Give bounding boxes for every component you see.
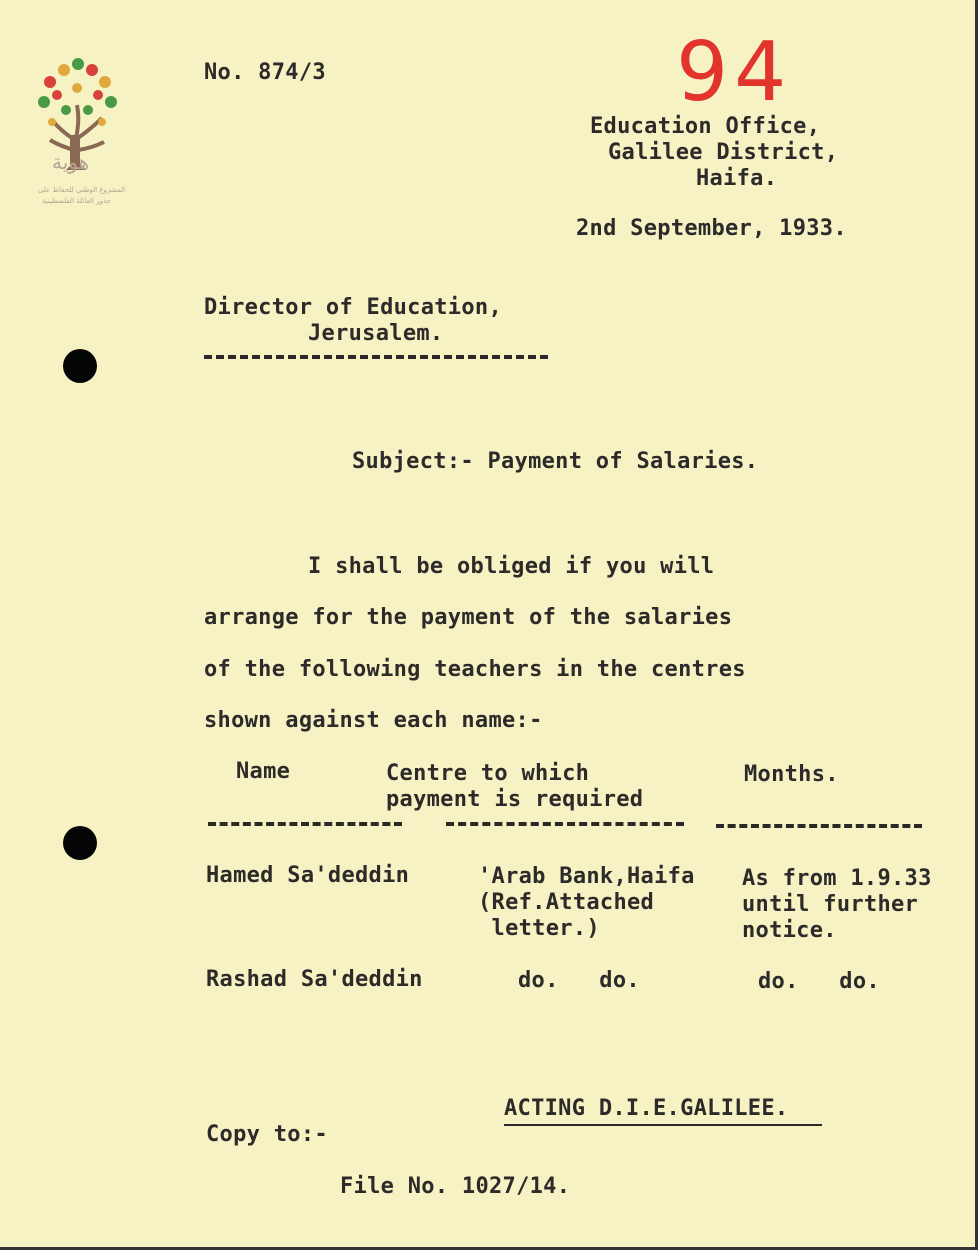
signature-title: ACTING D.I.E.GALILEE.	[504, 1096, 789, 1121]
letter-date: 2nd September, 1933.	[576, 216, 847, 241]
logo-name: هوية	[52, 150, 90, 174]
centre-column-rule	[446, 822, 684, 826]
file-number: File No. 1027/14.	[340, 1174, 571, 1199]
centre-line: (Ref.Attached	[478, 890, 655, 915]
body-line-2: arrange for the payment of the salaries	[204, 605, 733, 630]
months-line: As from 1.9.33	[742, 866, 932, 891]
body-line-3: of the following teachers in the centres	[204, 657, 746, 682]
signature-underline	[504, 1124, 822, 1126]
body-line-4: shown against each name:-	[204, 708, 543, 733]
sender-line-3: Haifa.	[696, 166, 778, 191]
sender-line-1: Education Office,	[590, 114, 821, 139]
sender-line-2: Galilee District,	[608, 140, 839, 165]
header-months: Months.	[744, 762, 839, 787]
header-centre-1: Centre to which	[386, 761, 590, 786]
months-line: until further	[742, 892, 919, 917]
recipient-line-1: Director of Education,	[204, 295, 502, 320]
teacher-name: Hamed Sa'deddin	[206, 863, 410, 888]
centre-line: do. do.	[518, 968, 640, 993]
header-centre-2: payment is required	[386, 787, 644, 812]
reference-number: No. 874/3	[204, 60, 326, 85]
archive-page-number: 94	[676, 25, 793, 120]
name-column-rule	[208, 822, 402, 826]
teacher-name: Rashad Sa'deddin	[206, 967, 423, 992]
punch-hole-top	[63, 349, 97, 383]
centre-line: 'Arab Bank,Haifa	[478, 864, 695, 889]
recipient-divider	[204, 355, 548, 359]
punch-hole-bottom	[63, 826, 97, 860]
logo-tagline-2: جذور العائلة الفلسطينية	[42, 197, 111, 205]
logo-tagline-1: المشروع الوطني للحفاظ على	[38, 186, 126, 194]
months-line: do. do.	[758, 969, 880, 994]
months-line: notice.	[742, 918, 837, 943]
copy-to: Copy to:-	[206, 1122, 328, 1147]
subject-line: Subject:- Payment of Salaries.	[352, 449, 759, 474]
months-column-rule	[716, 824, 922, 828]
recipient-line-2: Jerusalem.	[308, 321, 444, 346]
body-line-1: I shall be obliged if you will	[308, 554, 715, 579]
header-name: Name	[236, 759, 291, 784]
centre-line: letter.)	[478, 916, 600, 941]
